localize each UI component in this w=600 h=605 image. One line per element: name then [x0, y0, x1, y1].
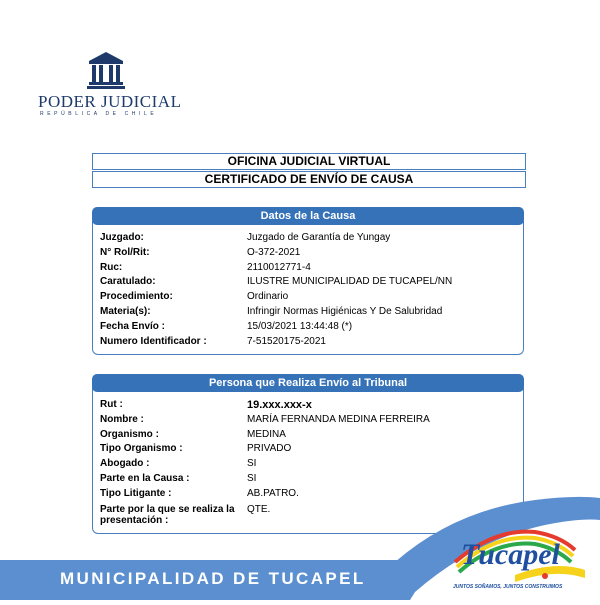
poder-judicial-logo: [38, 50, 182, 120]
causa-row: [100, 335, 520, 350]
tucapel-wave-icon: [395, 470, 600, 600]
row-label: Nombre :: [100, 413, 144, 425]
row-label: Materia(s):: [100, 305, 151, 317]
row-label: Parte por la que se realiza la presentación :: [100, 503, 235, 526]
row-label: Tipo Litigante :: [100, 487, 172, 499]
row-label: Numero Identificador :: [100, 335, 207, 347]
row-value: ILUSTRE MUNICIPALIDAD DE TUCAPEL/NN: [247, 276, 453, 288]
causa-row: [100, 261, 520, 276]
org-subtitle: REPÚBLICA DE CHILE: [40, 111, 158, 117]
causa-row: [100, 320, 520, 335]
row-value: MARÍA FERNANDA MEDINA FERREIRA: [247, 413, 430, 425]
row-value: QTE.: [247, 503, 271, 515]
row-value: AB.PATRO.: [247, 487, 299, 499]
tucapel-logo-word: Tucapel: [461, 538, 560, 571]
courthouse-icon: [86, 50, 126, 90]
row-label: Parte en la Causa :: [100, 472, 190, 484]
causa-row: [100, 290, 520, 305]
causa-section: [92, 207, 524, 355]
row-value: 2110012771-4: [247, 261, 311, 273]
row-label: Rut :: [100, 399, 123, 410]
row-label: Ruc:: [100, 261, 123, 273]
row-value: MEDINA: [247, 428, 286, 440]
row-label: Fecha Envío :: [100, 320, 166, 332]
office-title: OFICINA JUDICIAL VIRTUAL: [92, 153, 526, 170]
persona-heading: Persona que Realiza Envío al Tribunal: [92, 374, 524, 392]
row-value: PRIVADO: [247, 443, 292, 455]
row-value: 19.xxx.xxx-x: [247, 399, 312, 411]
footer-band-text: MUNICIPALIDAD DE TUCAPEL: [60, 569, 366, 588]
row-value: Ordinario: [247, 291, 289, 303]
row-value: 7-51520175-2021: [247, 335, 326, 347]
tucapel-slogan: JUNTOS SOÑAMOS, JUNTOS CONSTRUIMOS: [453, 584, 563, 590]
persona-row: [100, 413, 520, 428]
persona-row: [100, 442, 520, 457]
row-label: Tipo Organismo :: [100, 443, 183, 455]
tucapel-logo: [395, 470, 600, 600]
causa-heading: Datos de la Causa: [92, 207, 524, 225]
row-label: N° Rol/Rit:: [100, 246, 150, 258]
row-label: Juzgado:: [100, 232, 144, 243]
row-value: O-372-2021: [247, 246, 301, 258]
org-name: PODER JUDICIAL: [38, 92, 182, 111]
causa-rows: [100, 231, 520, 349]
causa-row: [100, 275, 520, 290]
row-label: Procedimiento:: [100, 291, 173, 303]
persona-row: [100, 428, 520, 443]
persona-row: [100, 398, 520, 413]
row-label: Abogado :: [100, 458, 150, 470]
row-value: SI: [247, 458, 257, 470]
row-value: SI: [247, 472, 257, 484]
row-label: Organismo :: [100, 428, 159, 440]
causa-row: [100, 305, 520, 320]
causa-row: [100, 231, 520, 246]
row-value: 15/03/2021 13:44:48 (*): [247, 320, 353, 332]
row-value: Infringir Normas Higiénicas Y De Salubridad: [247, 305, 443, 317]
footer-band: [0, 560, 405, 600]
certificate-title: CERTIFICADO DE ENVÍO DE CAUSA: [92, 171, 526, 188]
causa-row: [100, 246, 520, 261]
row-value: Juzgado de Garantía de Yungay: [247, 232, 391, 243]
row-label: Caratulado:: [100, 276, 156, 288]
